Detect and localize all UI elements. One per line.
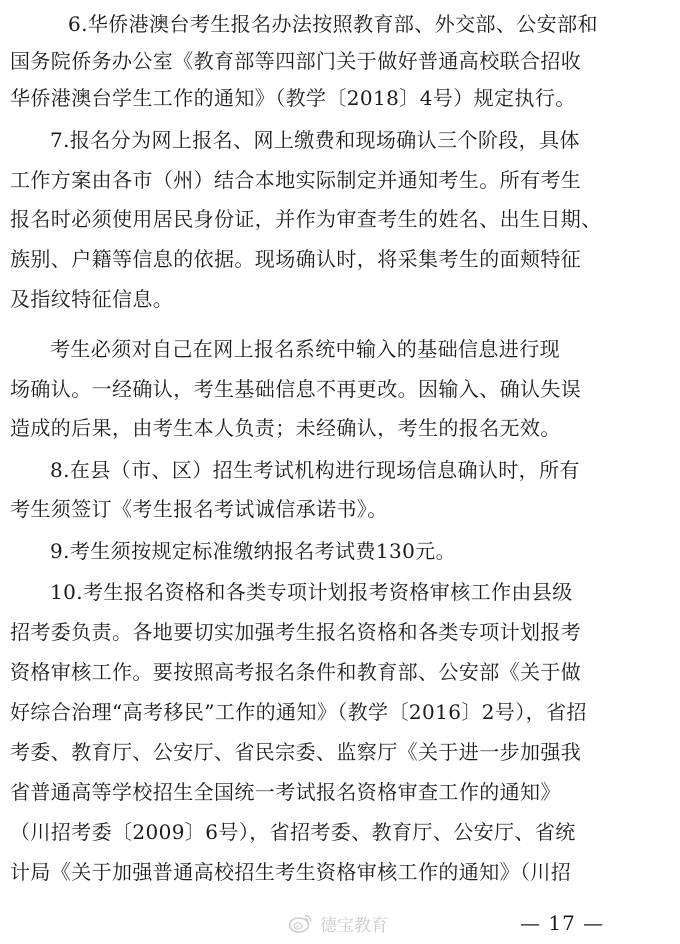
text-line: 及指纹特征信息。 (10, 287, 174, 311)
text-line: 报名时必须使用居民身份证，并作为审查考生的姓名、出生日期、 (10, 207, 602, 231)
text-line: 国务院侨务办公室《教育部等四部门关于做好普通高校联合招收 (10, 49, 582, 73)
watermark (288, 908, 388, 938)
text-line: 考委、教育厅、公安厅、省民宗委、监察厅《关于进一步加强我 (10, 740, 582, 764)
text-line: 9.考生须按规定标准缴纳报名考试费130元。 (50, 539, 457, 563)
text-line: 7.报名分为网上报名、网上缴费和现场确认三个阶段，具体 (50, 128, 580, 152)
watermark-text: 德宝教育 (320, 915, 388, 936)
text-line: 10.考生报名资格和各类专项计划报考资格审核工作由县级 (50, 580, 573, 604)
text-line: （川招考委〔2009〕6号），省招考委、教育厅、公安厅、省统 (10, 820, 576, 844)
text-line: 工作方案由各市（州）结合本地实际制定并通知考生。所有考生 (10, 168, 582, 192)
weibo-icon (288, 912, 314, 934)
text-line: 6.华侨港澳台考生报名办法按照教育部、外交部、公安部和 (68, 12, 598, 36)
text-line: 计局《关于加强普通高校招生考生资格审核工作的通知》（川招 (10, 860, 572, 884)
text-line: 造成的后果，由考生本人负责；未经确认，考生的报名无效。 (10, 416, 561, 440)
text-line: 省普通高等学校招生全国统一考试报名资格审查工作的通知》 (10, 780, 561, 804)
page-number: — 17 — (520, 911, 605, 935)
text-line: 好综合治理“高考移民”工作的通知》（教学〔2016〕2号），省招 (10, 700, 587, 724)
text-line: 场确认。一经确认，考生基础信息不再更改。因输入、确认失误 (10, 377, 582, 401)
text-line: 华侨港澳台学生工作的通知》（教学〔2018〕4号）规定执行。 (10, 86, 576, 110)
text-line: 考生须签订《考生报名考试诚信承诺书》。 (10, 497, 388, 521)
text-line: 8.在县（市、区）招生考试机构进行现场信息确认时，所有 (50, 458, 580, 482)
text-line: 族别、户籍等信息的依据。现场确认时，将采集考生的面颊特征 (10, 247, 582, 271)
text-line: 招考委负责。各地要切实加强考生报名资格和各类专项计划报考 (10, 620, 582, 644)
text-line: 考生必须对自己在网上报名系统中输入的基础信息进行现 (50, 337, 560, 361)
text-line: 资格审核工作。要按照高考报名条件和教育部、公安部《关于做 (10, 660, 582, 684)
